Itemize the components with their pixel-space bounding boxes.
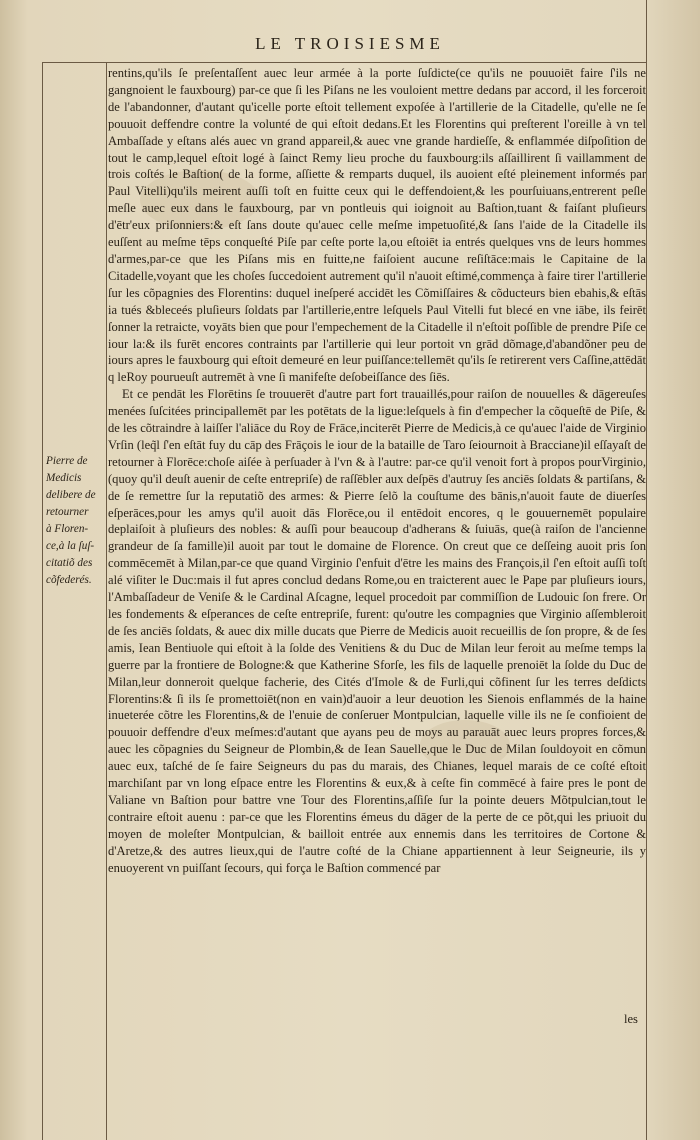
margin-note-line: Medicis	[46, 472, 82, 484]
body-text	[108, 65, 646, 877]
margin-note-line: retourner	[46, 506, 89, 518]
margin-note-line: citatiõ des	[46, 557, 93, 569]
paragraph: rentins,qu'ils ſe preſentaſſent auec leur armée à la porte ſuſdicte(ce qu'ils ne pouuoiēt faire ſ'ils ne gangnoient le fauxbourg) par-ce que ſi les Piſans ne les vouloient mettre dedans par accord, il les forceroit de l'abandonner, d'autant qu'icelle porte eſtoit tellement expoſée à l'artillerie de la Citadelle, qu'elle ne ſe pouuoit deffendre contre la volunté de qui eſtoit dedans.Et les Florentins qui preſterent l'oreille à vn tel Ambaſſade y eſtans alés auec vn grand appareil,& auec vne grande hardieſſe, & enflammée diſpoſition de tout le camp,lequel eſtoit logé à ſainct Remy lieu proche du fauxbourg:ils aſſaillirent ſi vaillamment de trois coſtés le Baſtion( de la forme, aſſiette & remparts duquel, ils auoient eſté pleinement informés par Paul Vitelli)qu'ils meirent auſſi toſt en fuitte ceux qui le deffendoient,& les pourſuiuans,entrerent peſle meſle auec eux dans le fauxbourg, par vn pontleuis qui ioignoit au Baſtion,tuant & faiſant pluſieurs d'ētr'eux priſonniers:& eſt ſans doute qu'auec celle meſme impetuoſité,& ſans l'aide de la Citadelle ils euſſent au meſme tēps conqueſté Piſe par ceſte porte la,ou eſtoiēt ia entrés quelques vns de leurs hommes d'armes,par-ce que les Piſans mis en fuitte,ne faiſoient aucune reſiſtāce:mais le Capitaine de la Citadelle,voyant que les choſes ſuccedoient autrement qu'il n'auoit eſtimé,commença à faire tirer l'artillerie ſur les cõpagnies des Florentins: duquel ineſperé accidēt les Cõmiſſaires & cõducteurs bien ebahis,& eſtās ia tués &bleceés pluſieurs ſoldats par l'artillerie,entre leſquels Paul Vitelli fut blecé en vne iābe, ils feirēt ſonner la retraicte, voyāts bien que pour l'empechement de la Citadelle il n'eſtoit poſſible de prendre Piſe ce iour la:& ils furēt encores contraints par l'artillerie qui leur portoit vn grād dõmage,d'abandõner peu de iours apres le fauxbourg qui eſtoit demeuré en leur puiſſance:tellemēt qu'ils ſe retirerent vers Caſſine,attēdāt q leRoy pourueuſt autremēt à vne ſi manifeſte deſobeiſſance des ſiēs.	[108, 66, 646, 385]
margin-note-line: ce,à la ſuſ-	[46, 540, 95, 552]
running-title: LE TROISIESME	[255, 34, 445, 53]
left-margin-rule	[42, 62, 43, 1140]
catchword: les	[624, 1012, 638, 1026]
margin-note	[46, 453, 106, 589]
margin-note-line: à Floren-	[46, 523, 89, 535]
right-margin-rule	[646, 0, 647, 1140]
margin-note-line: Pierre de	[46, 455, 88, 467]
margin-note-line: cõfederés.	[46, 574, 92, 586]
paragraph: Et ce pendāt les Florētins ſe trouuerēt d'autre part fort trauaillés,pour raiſon de nouuelles & dāgereuſes menées ſuſcitées principallemēt par les potētats de la ligue:leſquels à fin d'empecher la cõqueſtē de Piſe, & de les cõtraindre à laiſſer l'aliāce du Roy de Frāce,inciterēt Pierre de Medicis,à ce qu'auec l'aide de Virginio Vrſin (leq̃l ſ'en eſtāt fuy du cāp des Frāçois le iour de la bataille de Taro ſeiournoit à Bracciane)il eſſayaſt de retourner à Florēce:choſe aiſée à perſuader à l'vn & à l'autre: par-ce qu'il venoit fort à propos pourVirginio,(quoy qu'il deuſt auenir de ceſte entrepriſe) de raſſēbler aux deſpēs d'autruy ſes anciēs ſoldats & partiſans, & de ſe remettre ſur la reputatiõ des armes: & Pierre ſelõ la couſtume des bānis,n'auoit faute de diuerſes eſperāces,pour les amys qu'il auoit dās Florēce,ou il entēdoit encores, q le gouuernemēt populaire deplaiſoit à pluſieurs des nobles: & auſſi pour beaucoup d'adherans & ſuiuās, que(à raiſon de l'ancienne grandeur de ſa famille)il auoit par tout le domaine de Florence. On creut que ce deſſeing auoit pris ſon commēcemēt à Milan,par-ce que quand Virginio ſ'enfuit d'ētre les mains des François,il ſ'en eſtoit auſſi toſt alé viſiter le Duc:mais il fut apres conclud dedans Rome,ou en traicterent auec le Pape par pluſieurs iours, l'Ambaſſadeur de Veniſe & le Cardinal Aſcagne, lequel procedoit par commiſſion de Ludouic ſon frere. Or les fondements & eſperances de ceſte entrepriſe, furent: qu'outre les compagnies que Virginio aſſembleroit de ſes anciēs ſoldats, & auec dix mille ducats que Pierre de Medicis auoit recueillis de ſon propre, & de ſes amis, Iean Bentiuole qui eſtoit à la ſolde des Venitiens & du Duc de Milan leur feroit au meſme temps la guerre par la frontiere de Bologne:& que Katherine Sforſe, les fils de laquelle prenoiēt la ſolde du Duc de Milan,leur donneroit quelque facherie, des Cités d'Imole & de Furli,qui cõfinent ſur les terres deſdicts Florentins:& ſi ils ſe promettoiēt(non en vain)d'auoir a leur deuotion les Sienois enflammés de la haine inueterée cõtre les Florentins,& de l'enuie de conſeruer Montpulcian, laquelle ville ils ne ſe confioient de pouuoir deffendre d'eux meſmes:d'autant que ayans peu de moys au parauāt auec leurs propres forces,& auec les cõpagnies du Seigneur de Plombin,& de Iean Sauelle,que le Duc de Milan ſouldoyoit en cõmun auec eux, taſché de ſe faire Seigneurs du pas du marais, des Chianes, lequel marais de ce coſté eſtoit marchiſant par vn long eſpace entre les Florentins & eux,& à ceſte fin commēcé à faire pres le pont de Valiane vn Baſtion pour battre vne Tour des Florentins,aſſiſe ſur la pointe deuers Mõtpulcian,tout le contraire eſtoit auenu : par-ce que les Florentins émeus du dāger de la perte de ce põt,qui les priuoit du moyen de moleſter Montpulcian, & bailloit entrée aux ennemis dans les territoires de Cortone & d'Aretze,& des autres lieux,qui de l'autre coſté de la Chiane appartiennent à leur Seigneurie, ils y enuoyerent vn puiſſant ſecours, qui força le Baſtion commencé par	[108, 387, 646, 875]
margin-note-line: delibere de	[46, 489, 96, 501]
header-rule	[42, 62, 646, 63]
text-margin-rule	[106, 62, 107, 1140]
